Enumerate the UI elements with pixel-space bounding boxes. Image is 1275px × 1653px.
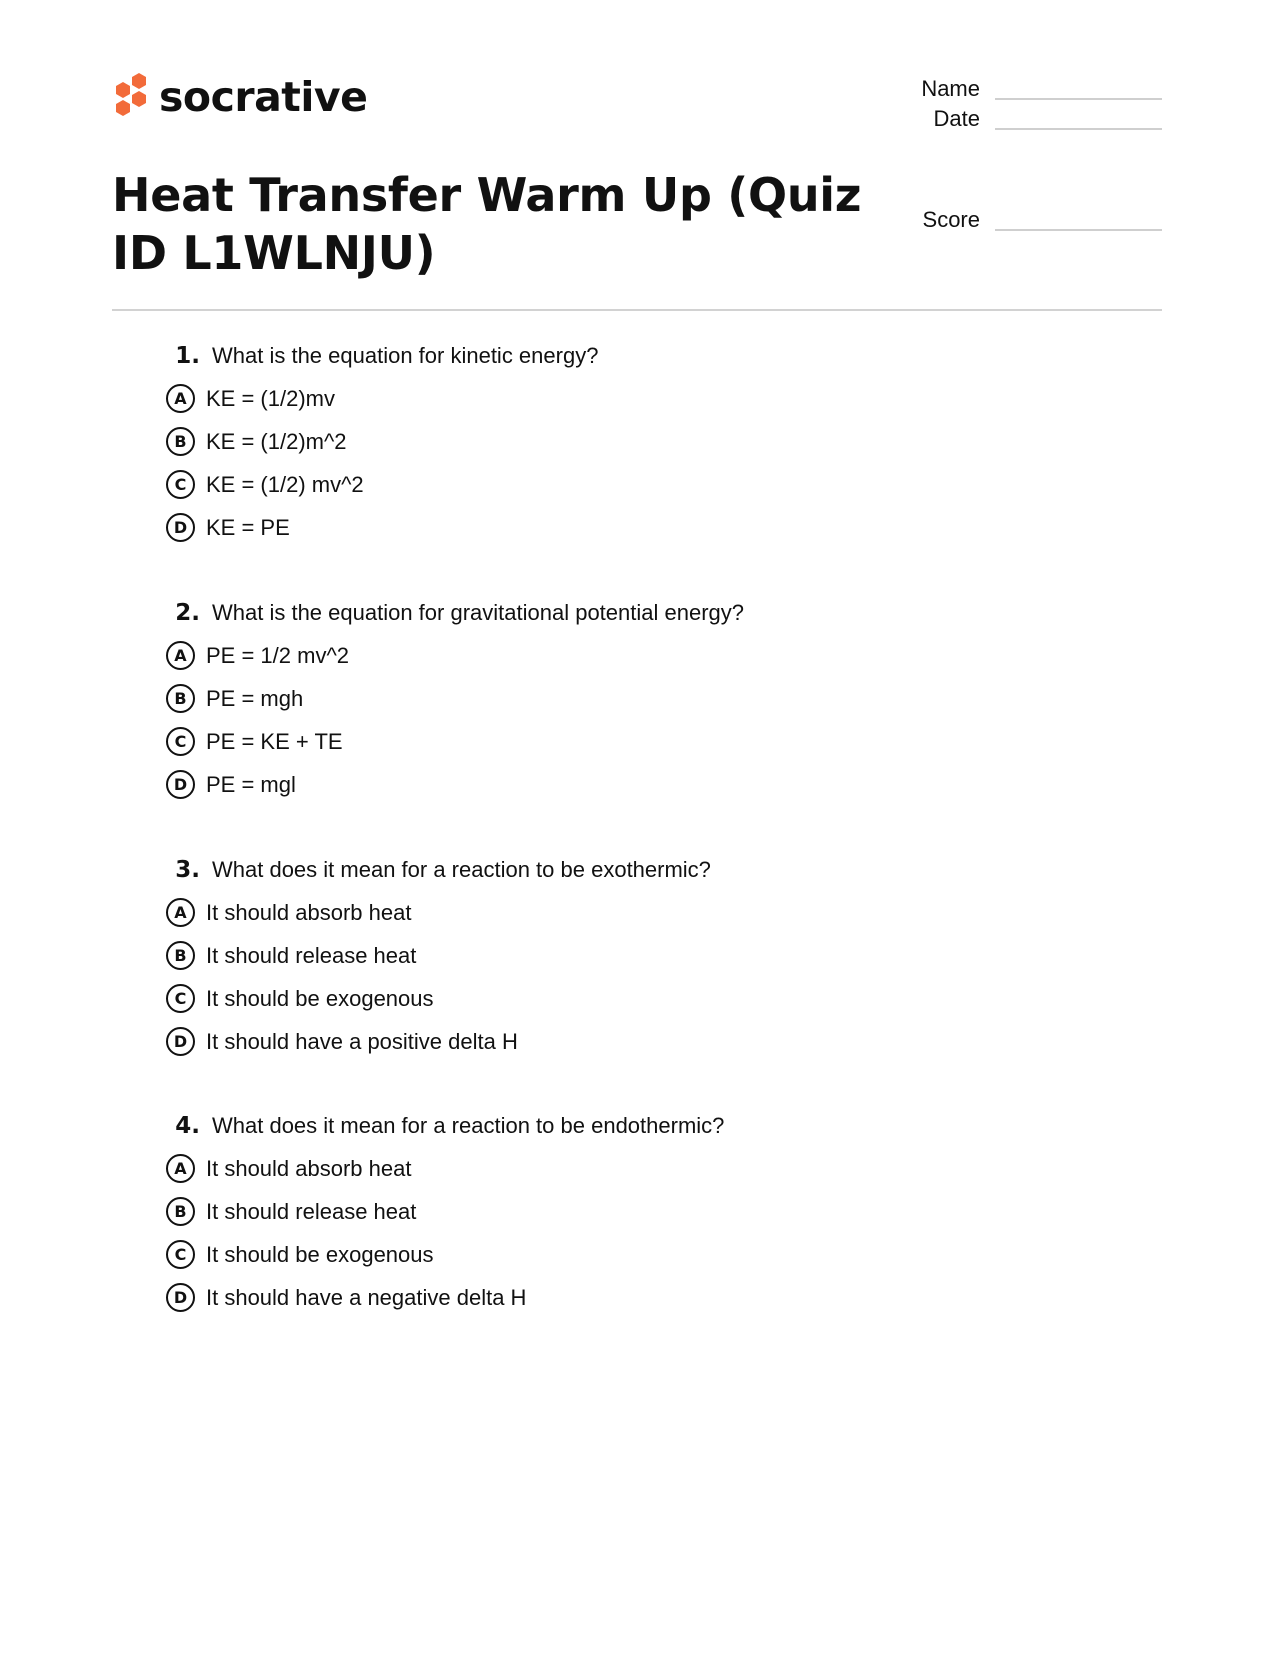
option-text: KE = (1/2) mv^2	[206, 471, 364, 497]
question-text: What is the equation for gravitational potential energy?	[212, 600, 744, 625]
socrative-hexagon-icon	[112, 72, 150, 122]
question-number: 4.	[175, 1113, 200, 1139]
option-text: It should absorb heat	[206, 1155, 412, 1181]
option-text: It should be exogenous	[206, 985, 434, 1011]
option-a[interactable]	[160, 377, 1060, 420]
option-c[interactable]	[160, 977, 1060, 1020]
option-d-bubble[interactable]: D	[166, 1283, 195, 1312]
question-number: 2.	[175, 600, 200, 626]
option-b-bubble[interactable]: B	[166, 427, 195, 456]
option-text: PE = 1/2 mv^2	[206, 642, 349, 668]
option-c[interactable]	[160, 720, 1060, 763]
name-label: Name	[921, 76, 980, 101]
question-text: What does it mean for a reaction to be exothermic?	[212, 857, 711, 882]
option-b[interactable]	[160, 934, 1060, 977]
option-a[interactable]	[160, 634, 1060, 677]
option-c-bubble[interactable]: C	[166, 1240, 195, 1269]
name-field[interactable]	[880, 78, 1162, 100]
date-label: Date	[933, 106, 980, 131]
option-a-bubble[interactable]: A	[166, 384, 195, 413]
question-text: What does it mean for a reaction to be endothermic?	[212, 1113, 725, 1138]
header-divider	[112, 309, 1162, 311]
option-text: KE = PE	[206, 514, 290, 540]
score-line[interactable]	[995, 228, 1162, 231]
name-line[interactable]	[995, 97, 1162, 100]
option-d-bubble[interactable]: D	[166, 1027, 195, 1056]
option-b-bubble[interactable]: B	[166, 941, 195, 970]
brand-logo	[112, 72, 367, 122]
question-4	[160, 1113, 1060, 1319]
option-text: PE = mgl	[206, 771, 296, 797]
option-d[interactable]	[160, 1276, 1060, 1319]
question-number: 1.	[175, 343, 200, 369]
option-b[interactable]	[160, 677, 1060, 720]
option-a-bubble[interactable]: A	[166, 1154, 195, 1183]
option-a[interactable]	[160, 1147, 1060, 1190]
option-b-bubble[interactable]: B	[166, 684, 195, 713]
option-c-bubble[interactable]: C	[166, 470, 195, 499]
option-c-bubble[interactable]: C	[166, 984, 195, 1013]
question-text: What is the equation for kinetic energy?	[212, 343, 599, 368]
option-text: KE = (1/2)m^2	[206, 428, 347, 454]
option-b[interactable]	[160, 420, 1060, 463]
option-d[interactable]	[160, 763, 1060, 806]
option-text: It should absorb heat	[206, 899, 412, 925]
date-field[interactable]	[880, 108, 1162, 130]
option-text: It should release heat	[206, 942, 417, 968]
option-b[interactable]	[160, 1190, 1060, 1233]
date-line[interactable]	[995, 127, 1162, 130]
option-text: PE = mgh	[206, 685, 304, 711]
question-number: 3.	[175, 857, 200, 883]
option-c-bubble[interactable]: C	[166, 727, 195, 756]
option-d-bubble[interactable]: D	[166, 513, 195, 542]
option-text: It should release heat	[206, 1198, 417, 1224]
option-c[interactable]	[160, 1233, 1060, 1276]
score-field[interactable]	[880, 209, 1162, 231]
option-a-bubble[interactable]: A	[166, 641, 195, 670]
option-text: It should have a positive delta H	[206, 1028, 518, 1054]
option-text: It should have a negative delta H	[206, 1284, 527, 1310]
option-d[interactable]	[160, 506, 1060, 549]
option-d[interactable]	[160, 1020, 1060, 1063]
option-text: KE = (1/2)mv	[206, 385, 335, 411]
score-label: Score	[922, 207, 980, 232]
quiz-title: Heat Transfer Warm Up (Quiz ID L1WLNJU)	[112, 168, 862, 280]
option-a[interactable]	[160, 891, 1060, 934]
option-text: It should be exogenous	[206, 1241, 434, 1267]
brand-name: socrative	[159, 72, 368, 121]
question-3	[160, 857, 1060, 1063]
option-b-bubble[interactable]: B	[166, 1197, 195, 1226]
option-c[interactable]	[160, 463, 1060, 506]
question-2	[160, 600, 1060, 806]
option-a-bubble[interactable]: A	[166, 898, 195, 927]
question-1	[160, 343, 1060, 549]
option-d-bubble[interactable]: D	[166, 770, 195, 799]
option-text: PE = KE + TE	[206, 728, 343, 754]
